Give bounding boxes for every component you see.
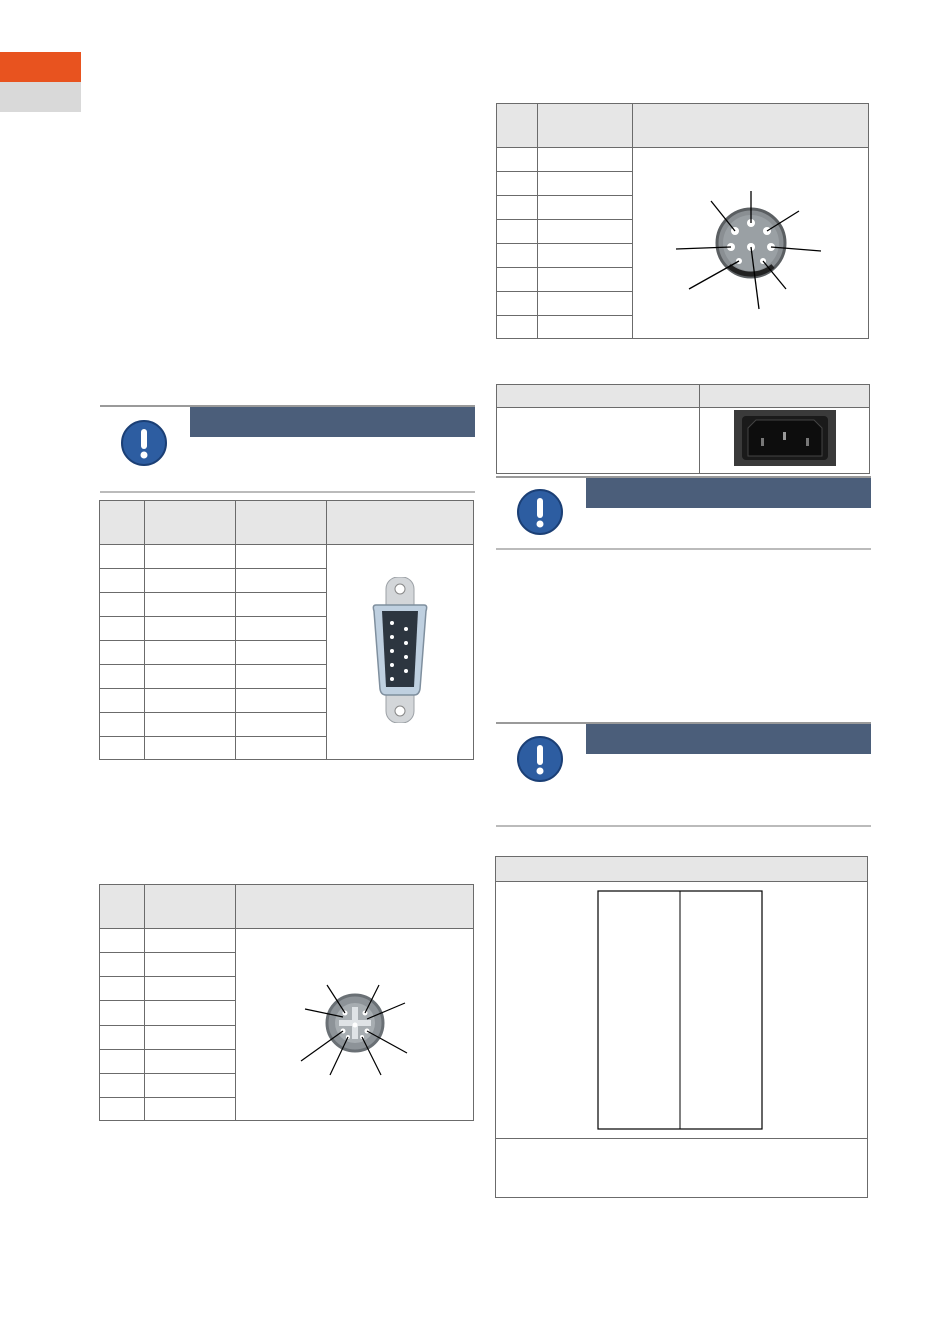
table-cell <box>100 665 145 689</box>
table-cell <box>100 1025 145 1049</box>
table-cell <box>145 929 236 953</box>
important-note-1 <box>496 476 871 552</box>
header-cell <box>327 501 474 545</box>
table-cell <box>145 1025 236 1049</box>
header-cell <box>236 885 474 929</box>
section-tab-active <box>0 52 81 82</box>
note-title-bar <box>586 724 871 754</box>
table-cell <box>236 665 327 689</box>
table-cell <box>497 408 700 474</box>
table-cell <box>100 617 145 641</box>
note-rule <box>496 548 871 550</box>
table-cell <box>145 641 236 665</box>
note-rule <box>496 825 871 827</box>
table-cell <box>100 569 145 593</box>
table-cell <box>145 593 236 617</box>
table-cell <box>100 1073 145 1097</box>
table-cell <box>538 292 633 316</box>
table-cell <box>497 244 538 268</box>
table-cell <box>100 593 145 617</box>
table-cell <box>145 737 236 760</box>
note-title-bar <box>190 407 475 437</box>
table-cell <box>236 569 327 593</box>
d-sub-connector-icon <box>370 577 430 723</box>
power-socket-icon <box>734 410 836 466</box>
table-cell <box>145 1001 236 1025</box>
table-cell <box>497 316 538 339</box>
header-cell <box>236 501 327 545</box>
header-cell <box>633 104 869 148</box>
important-notice-icon <box>516 488 564 536</box>
header-cell <box>497 385 700 408</box>
table-cell <box>538 172 633 196</box>
table-cell <box>538 316 633 339</box>
power-socket-image-cell <box>700 408 870 474</box>
table-cell <box>145 1049 236 1073</box>
table-cell <box>100 953 145 977</box>
round-connector-icon <box>295 967 415 1077</box>
table-divider <box>496 1138 867 1139</box>
table-cell <box>145 1073 236 1097</box>
pin-table-right-top <box>496 103 869 339</box>
table-cell <box>100 929 145 953</box>
important-notice-icon <box>516 735 564 783</box>
header-cell <box>145 501 236 545</box>
table-cell <box>145 617 236 641</box>
table-cell <box>100 1097 145 1120</box>
table-cell <box>497 268 538 292</box>
table-cell <box>236 737 327 760</box>
header-cell <box>100 885 145 929</box>
connector-image-cell <box>236 929 474 1121</box>
connector-image-cell <box>327 545 474 760</box>
table-cell <box>100 713 145 737</box>
header-cell <box>145 885 236 929</box>
note-rule <box>100 491 475 493</box>
power-table <box>496 384 870 474</box>
table-cell <box>100 977 145 1001</box>
table-cell <box>236 545 327 569</box>
important-notice-icon <box>120 419 168 467</box>
table-cell <box>497 220 538 244</box>
table-cell <box>100 1001 145 1025</box>
table-cell <box>145 665 236 689</box>
connector-image-cell <box>633 148 869 339</box>
round-connector-icon <box>671 171 831 311</box>
brand-logo <box>732 40 872 94</box>
table-cell <box>145 713 236 737</box>
table-cell <box>236 713 327 737</box>
important-note-3 <box>100 405 475 495</box>
terminal-block-table <box>495 856 868 1198</box>
table-cell <box>497 172 538 196</box>
header-cell <box>100 501 145 545</box>
table-cell <box>100 545 145 569</box>
table-cell <box>145 545 236 569</box>
table-cell <box>538 220 633 244</box>
table-cell <box>497 196 538 220</box>
table-cell <box>236 641 327 665</box>
table-cell <box>100 737 145 760</box>
table-cell <box>100 689 145 713</box>
table-cell <box>538 148 633 172</box>
table-cell <box>100 641 145 665</box>
table-cell <box>145 569 236 593</box>
header-cell <box>497 104 538 148</box>
table-cell <box>145 953 236 977</box>
header-cell <box>538 104 633 148</box>
table-cell <box>497 148 538 172</box>
table-cell <box>538 244 633 268</box>
table-cell <box>236 689 327 713</box>
header-cell <box>700 385 870 408</box>
header-cell <box>496 857 867 882</box>
table-cell <box>497 292 538 316</box>
table-cell <box>145 977 236 1001</box>
section-tab-inactive <box>0 82 81 112</box>
table-cell <box>145 1097 236 1120</box>
table-cell <box>538 268 633 292</box>
table-cell <box>145 689 236 713</box>
note-title-bar <box>586 478 871 508</box>
table-cell <box>538 196 633 220</box>
pin-table-round-8 <box>99 884 474 1121</box>
table-cell <box>236 617 327 641</box>
table-cell <box>100 1049 145 1073</box>
pin-table-dsub9 <box>99 500 474 760</box>
table-cell <box>236 593 327 617</box>
important-note-2 <box>496 722 871 830</box>
terminal-block-icon <box>596 889 764 1133</box>
